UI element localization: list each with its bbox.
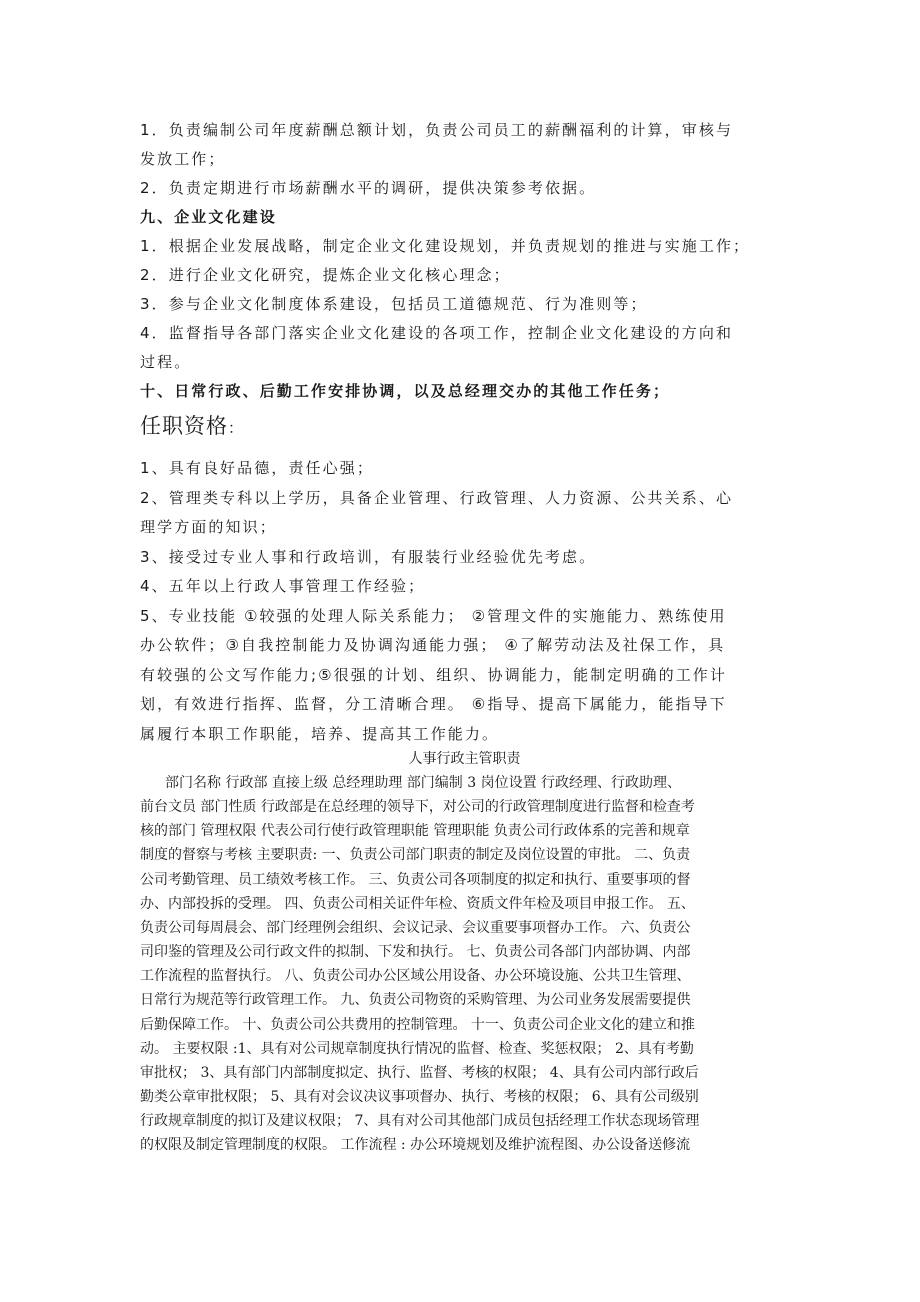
supervisor-section [140, 747, 785, 1158]
supervisor-line-2: 前台文员 部门性质 行政部是在总经理的领导下，对公司的行政管理制度进行监督和检查考 [140, 799, 695, 816]
culture-line-3: 3．参与企业文化制度体系建设，包括员工道德规范、行为准则等； [140, 295, 648, 313]
supervisor-title: 人事行政主管职责 [408, 751, 521, 767]
salary-line-3: 2．负责定期进行市场薪酬水平的调研，提供决策参考依据。 [140, 179, 597, 197]
supervisor-line-7: 负责公司每周晨会、部门经理例会组织、会议记录、会议重要事项督办工作。 六、负责公 [140, 919, 691, 936]
qualification-line-3: 理学方面的知识； [140, 518, 277, 536]
salary-line-1: 1．负责编制公司年度薪酬总额计划，负责公司员工的薪酬福利的计算，审核与 [140, 121, 734, 139]
qualification-line-4: 3、接受过专业人事和行政培训，有服装行业经验优先考虑。 [140, 547, 597, 566]
qualification-line-8: 有较强的公文写作能力;⑤很强的计划、组织、协调能力，能制定明确的工作计 [140, 665, 728, 684]
salary-line-2: 发放工作； [140, 150, 226, 168]
supervisor-line-10: 日常行为规范等行政管理工作。 九、负责公司物资的采购管理、为公司业务发展需要提供 [140, 992, 691, 1009]
qualification-line-9: 划，有效进行指挥、监督，分工清晰合理。 ⑥指导、提高下属能力，能指导下 [140, 695, 727, 713]
qualification-line-7: 办公软件；③自我控制能力及协调沟通能力强； ④了解劳动法及社保工作，具 [140, 636, 726, 654]
supervisor-line-15: 行政规章制度的拟订及建议权限； 7、具有对公司其他部门成员包括经理工作状态现场管理 [140, 1113, 700, 1130]
supervisor-line-9: 工作流程的监督执行。 八、负责公司办公区域公用设备、办公环境设施、公共卫生管理、 [140, 968, 691, 985]
salary-section [140, 116, 785, 203]
qualification-line-10: 属履行本职工作职能，培养、提高其工作能力。 [140, 724, 500, 743]
qualifications-heading [140, 408, 785, 446]
daily-heading: 十、日常行政、后勤工作安排协调，以及总经理交办的其他工作任务； [140, 382, 671, 400]
qualifications-heading-colon: ： [228, 419, 245, 437]
qualifications-heading-text: 任职资格 [140, 414, 228, 438]
supervisor-line-4: 制度的督察与考核 主要职责: 一、负责公司部门职责的制定及岗位设置的审批。 二、负责 [140, 847, 691, 864]
supervisor-paragraph [140, 771, 785, 1158]
qualification-line-2: 2、管理类专科以上学历，具备企业管理、行政管理、人力资源、公共关系、心 [140, 488, 734, 507]
culture-line-5: 过程。 [140, 353, 192, 371]
supervisor-line-3: 核的部门 管理权限 代表公司行使行政管理职能 管理职能 负责公司行政体系的完善和规章 [140, 823, 690, 840]
culture-section [140, 203, 785, 377]
qualification-line-5: 4、五年以上行政人事管理工作经验； [140, 577, 426, 595]
supervisor-line-16: 的权限及制定管理制度的权限。 工作流程 : 办公环境规划及维护流程图、办公设备送修流 [140, 1137, 691, 1154]
qualification-line-6: 5、专业技能 ①较强的处理人际关系能力； ②管理文件的实施能力、熟练使用 [140, 606, 727, 625]
supervisor-line-8: 司印鉴的管理及公司行政文件的拟制、下发和执行。 七、负责公司各部门内部协调、内部 [140, 944, 691, 961]
culture-line-4: 4．监督指导各部门落实企业文化建设的各项工作，控制企业文化建设的方向和 [140, 324, 734, 342]
supervisor-line-1: 部门名称 行政部 直接上级 总经理助理 部门编制 3 岗位设置 行政经理、行政助理、 [165, 775, 682, 791]
document-page [140, 116, 785, 1158]
supervisor-line-6: 办、内部投拆的受理。 四、负责公司相关证件年检、资质文件年检及项目申报工作。 五、 [140, 895, 695, 912]
supervisor-line-11: 后勤保障工作。 十、负责公司公共费用的控制管理。 十一、负责公司企业文化的建立和推 [140, 1016, 695, 1033]
culture-line-1: 1．根据企业发展战略，制定企业文化建设规划，并负责规划的推进与实施工作； [140, 237, 751, 255]
supervisor-line-5: 公司考勤管理、员工绩效考核工作。 三、负责公司各项制度的拟定和执行、重要事项的督 [140, 871, 691, 888]
culture-heading: 九、企业文化建设 [140, 208, 277, 226]
supervisor-line-12: 动。 主要权限 :1、具有对公司规章制度执行情况的监督、检查、奖惩权限； 2、具有考勤 [140, 1040, 694, 1057]
culture-line-2: 2．进行企业文化研究，提炼企业文化核心理念； [140, 266, 511, 284]
supervisor-line-13: 审批权； 3、具有部门内部制度拟定、执行、监督、考核的权限； 4、具有公司内部行政后 [140, 1064, 699, 1081]
qualification-line-1: 1、具有良好品德，责任心强； [140, 459, 374, 477]
qualifications-section [140, 408, 785, 749]
supervisor-line-14: 勤类公章审批权限； 5、具有对会议决议事项督办、执行、考核的权限； 6、具有公司级别 [140, 1089, 699, 1106]
